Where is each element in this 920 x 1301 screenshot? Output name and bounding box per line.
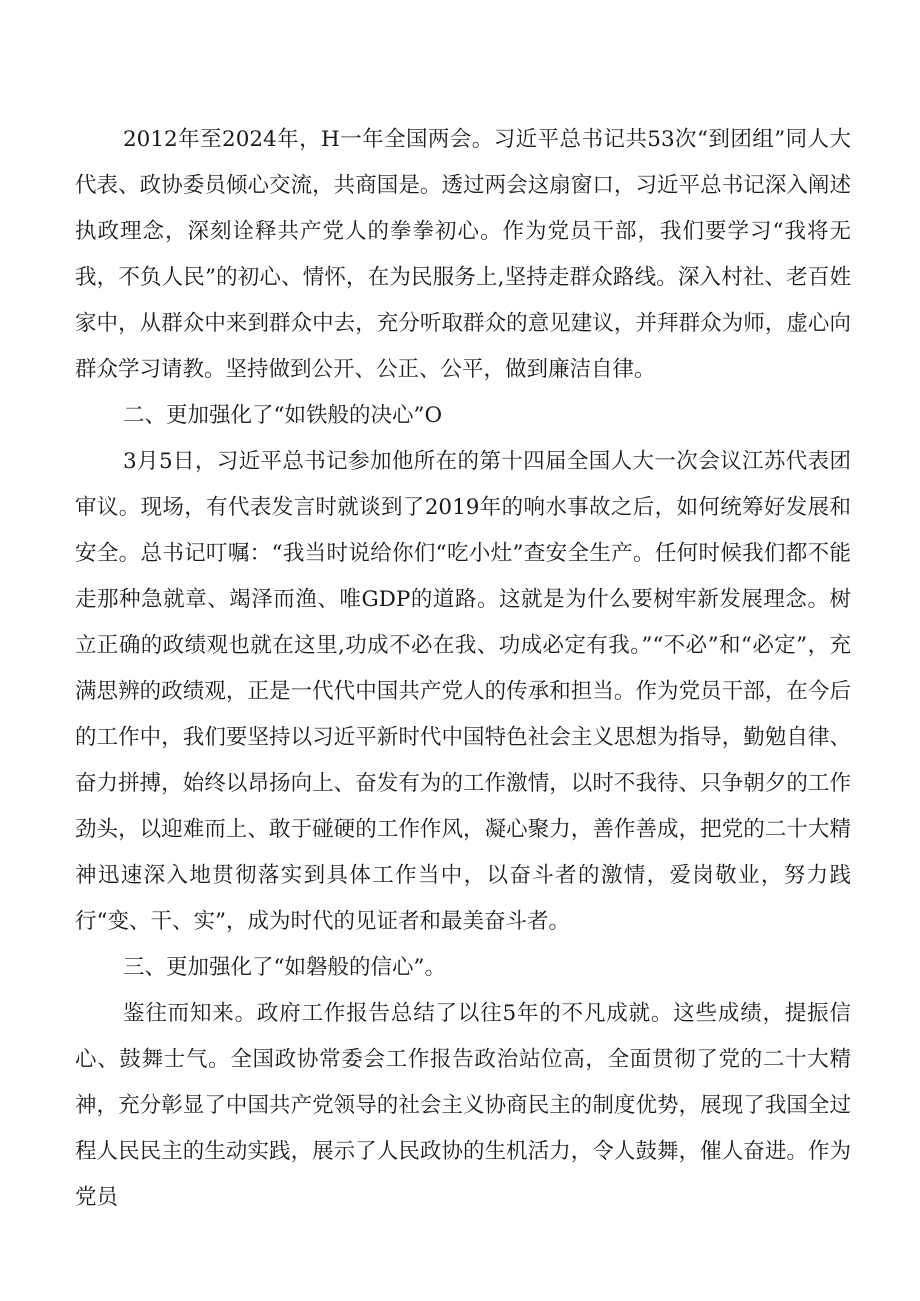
paragraph-jiangsu-delegation: 3月5日，习近平总书记参加他所在的第十四届全国人大一次会议江苏代表团审议。现场，有代表发言时就谈到了2019年的响水事故之后，如何统筹好发展和安全。总书记叮嘱：“我当时说给你们“吃小灶”查安全生产。任何时候我们都不能走那种急就章、竭泽而渔、唯GDP的道路。这就是为什么要树牢新发展理念。树立正确的政绩观也就在这里,功成不必在我、功成必定有我。”“不必”和“必定”，充满思辨的政绩观，正是一代代中国共产党人的传承和担当。作为党员干部，在今后的工作中，我们要坚持以习近平新时代中国特色社会主义思想为指导，勤勉自律、奋力拼搏，始终以昂扬向上、奋发有为的工作激情，以时不我待、只争朝夕的工作劲头，以迎难而上、敢于碰硬的工作作风，凝心聚力，善作善成，把党的二十大精神迅速深入地贯彻落实到具体工作当中，以奋斗者的激情，爱岗敬业，努力践行“变、干、实”，成为时代的见证者和最美奋斗者。 bbox=[75, 449, 851, 934]
paragraph-two-sessions: 2012年至2024年，H一年全国两会。习近平总书记共53次“到团组”同人大代表、政协委员倾心交流，共商国是。透过两会这扇窗口，习近平总书记深入阐述执政理念，深刻诠释共产党人的拳拳初心。作为党员干部，我们要学习“我将无我，不负人民”的初心、情怀，在为民服务上,坚持走群众路线。深入村社、老百姓家中，从群众中来到群众中去，充分听取群众的意见建议，并拜群众为师，虚心向群众学习请教。坚持做到公开、公正、公平，做到廉洁自律。 bbox=[75, 127, 851, 382]
section-heading-two: 二、更加强化了“如铁般的决心”O bbox=[123, 403, 443, 428]
document-body bbox=[75, 117, 851, 1221]
section-heading-three: 三、更加强化了“如磐般的信心”。 bbox=[123, 955, 446, 980]
paragraph-government-report: 鉴往而知来。政府工作报告总结了以往5年的不凡成就。这些成绩，提振信心、鼓舞士气。全国政协常委会工作报告政治站位高，全面贯彻了党的二十大精神，充分彰显了中国共产党领导的社会主义协商民主的制度优势，展现了我国全过程人民民主的生动实践，展示了人民政协的生机活力，令人鼓舞，催人奋进。作为党员 bbox=[75, 1001, 851, 1210]
